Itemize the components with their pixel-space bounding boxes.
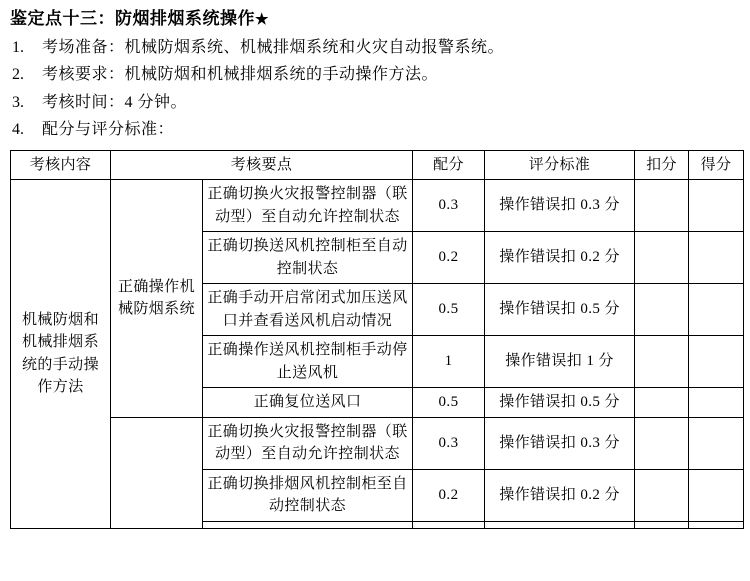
cell-deduct[interactable] [635, 284, 689, 336]
list-item-text: 4 分钟。 [124, 93, 188, 111]
cell-deduct[interactable] [635, 417, 689, 469]
cell-point: 正确切换火灾报警控制器（联动型）至自动允许控制状态 [203, 417, 413, 469]
header-cell-points: 考核要点 [111, 150, 413, 180]
cell-allocation: 0.2 [413, 232, 485, 284]
list-item-number: 1. [12, 38, 24, 56]
cell-allocation: 0.3 [413, 180, 485, 232]
cell-allocation: 0.2 [413, 469, 485, 521]
cell-standard: 操作错误扣 0.3 分 [485, 417, 635, 469]
header-cell-content: 考核内容 [11, 150, 111, 180]
list-item-text: 机械防烟系统、机械排烟系统和火灾自动报警系统。 [124, 38, 505, 56]
cell-deduct[interactable] [635, 336, 689, 388]
cell-allocation [413, 521, 485, 528]
list-item-number: 2. [12, 66, 24, 84]
cell-standard: 操作错误扣 0.5 分 [485, 284, 635, 336]
list-item [12, 34, 742, 62]
cell-point: 正确手动开启常闭式加压送风口并查看送风机启动情况 [203, 284, 413, 336]
cell-point: 正确操作送风机控制柜手动停止送风机 [203, 336, 413, 388]
header-cell-allocation: 配分 [413, 150, 485, 180]
cell-standard: 操作错误扣 0.2 分 [485, 469, 635, 521]
requirement-list [8, 34, 742, 144]
header-cell-standard: 评分标准 [485, 150, 635, 180]
list-item-number: 3. [12, 93, 24, 111]
cell-point: 正确切换火灾报警控制器（联动型）至自动允许控制状态 [203, 180, 413, 232]
cell-exam-content: 机械防烟和机械排烟系统的手动操作方法 [11, 180, 111, 529]
table-row [11, 180, 744, 232]
cell-deduct[interactable] [635, 388, 689, 418]
cell-allocation: 0.3 [413, 417, 485, 469]
cell-deduct[interactable] [635, 232, 689, 284]
cell-gained[interactable] [689, 180, 744, 232]
cell-deduct[interactable] [635, 521, 689, 528]
table-header-row [11, 150, 744, 180]
cell-deduct[interactable] [635, 180, 689, 232]
header-cell-gained: 得分 [689, 150, 744, 180]
cell-group-name-1: 正确操作机械防烟系统 [111, 180, 203, 418]
page-title-text: 鉴定点十三：防烟排烟系统操作 [10, 9, 255, 28]
cell-gained[interactable] [689, 336, 744, 388]
cell-gained[interactable] [689, 469, 744, 521]
cell-gained[interactable] [689, 284, 744, 336]
list-item-text: 机械防烟和机械排烟系统的手动操作方法。 [124, 66, 439, 84]
cell-group-name-2 [111, 417, 203, 528]
cell-standard: 操作错误扣 0.5 分 [485, 388, 635, 418]
cell-point: 正确切换排烟风机控制柜至自动控制状态 [203, 469, 413, 521]
header-cell-deduct: 扣分 [635, 150, 689, 180]
cell-standard: 操作错误扣 0.3 分 [485, 180, 635, 232]
cell-standard [485, 521, 635, 528]
cell-gained[interactable] [689, 388, 744, 418]
page-title [10, 6, 742, 32]
list-item-label: 配分与评分标准： [42, 121, 175, 139]
table-row [11, 417, 744, 469]
scoring-table [10, 150, 744, 529]
cell-gained[interactable] [689, 232, 744, 284]
cell-gained[interactable] [689, 417, 744, 469]
list-item [12, 116, 742, 144]
list-item [12, 61, 742, 89]
cell-gained[interactable] [689, 521, 744, 528]
cell-standard: 操作错误扣 1 分 [485, 336, 635, 388]
list-item-label: 考核时间： [42, 93, 125, 111]
list-item-label: 考核要求： [42, 66, 125, 84]
star-marker: ★ [255, 12, 269, 28]
cell-allocation: 0.5 [413, 284, 485, 336]
cell-allocation: 1 [413, 336, 485, 388]
cell-standard: 操作错误扣 0.2 分 [485, 232, 635, 284]
cell-point [203, 521, 413, 528]
cell-allocation: 0.5 [413, 388, 485, 418]
list-item-number: 4. [12, 121, 24, 139]
list-item-label: 考场准备： [42, 38, 125, 56]
cell-point: 正确复位送风口 [203, 388, 413, 418]
list-item [12, 89, 742, 117]
cell-deduct[interactable] [635, 469, 689, 521]
cell-point: 正确切换送风机控制柜至自动控制状态 [203, 232, 413, 284]
